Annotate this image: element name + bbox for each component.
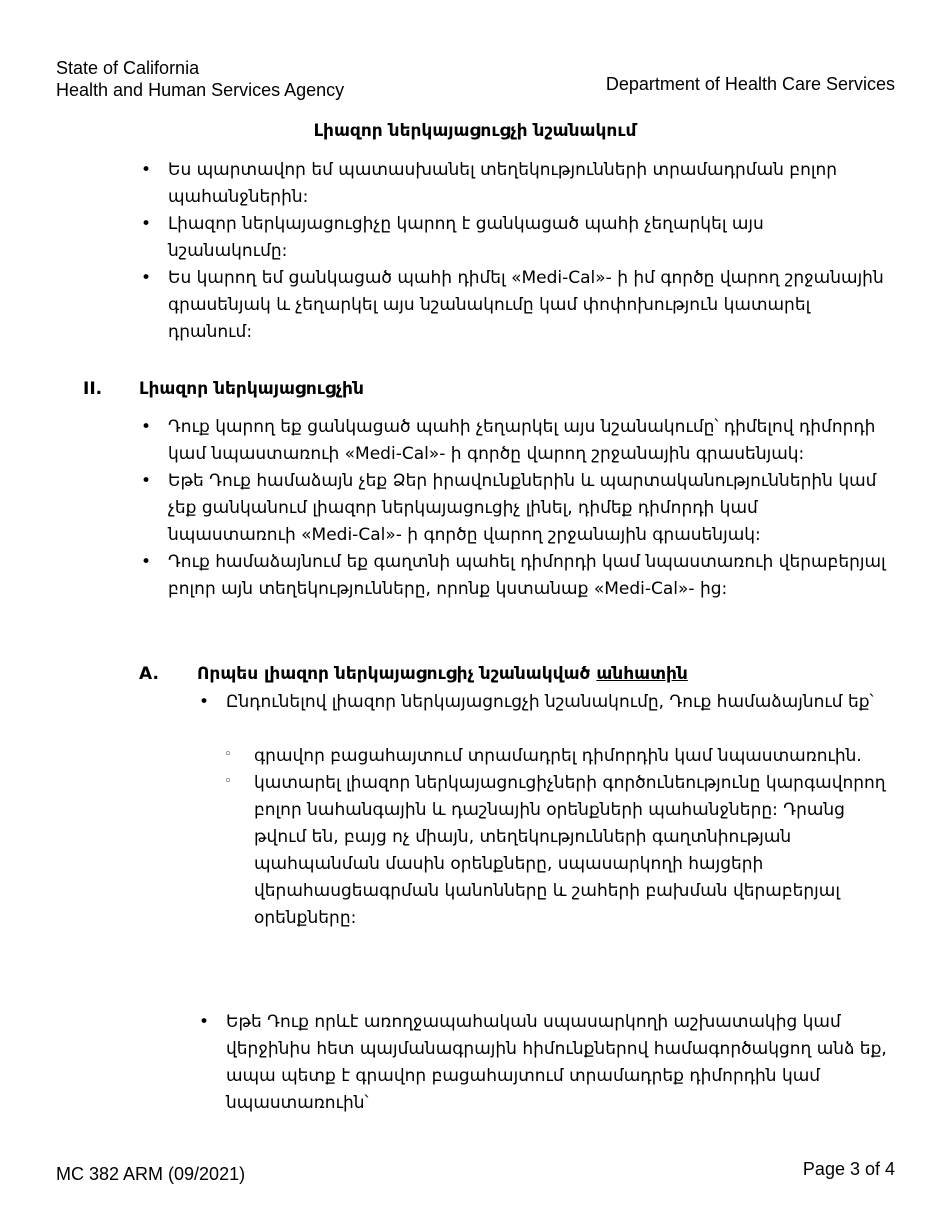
list-item: ◦ կատարել լիազոր ներկայացուցիչների գործունեությունը կարգավորող բոլոր նահանգային և դաշնային օրենքների պահանջները: Դրանց թվում են, բայց ոչ միայն, տեղեկությունների գաղտնիության պահպանման մասին օրենքները, սպասարկողի հայցերի վերահասցեագրման կանոնները և շահերի բախման վերաբերյալ օրենքները: (254, 770, 894, 932)
list-item: • Դուք համաձայնում եք գաղտնի պահել դիմորդի կամ նպաստառուի վերաբերյալ բոլոր այն տեղեկությունները, որոնք կստանաք «Medi-Cal»- ից: (168, 549, 888, 603)
section-heading: Լիազոր ներկայացուցչին (139, 379, 364, 399)
list-item: • Եթե Դուք համաձայն չեք Ձեր իրավունքներին և պարտականություններին կամ չեք ցանկանում լիազոր ներկայացուցիչ լինել, դիմեք դիմորդի կամ նպաստառուի «Medi-Cal»- ի գործը վարող շրջանային գրասենյակ: (168, 468, 888, 549)
page-header-left (56, 57, 344, 101)
list-item: ◦ գրավոր բացահայտում տրամադրել դիմորդին կամ նպաստառուին. (254, 743, 894, 770)
list-item: • Եթե Դուք որևէ առողջապահական սպասարկողի աշխատակից կամ վերջինիս հետ պայմանագրային հիմունքներով համագործակցող անձ եք, ապա պետք է գրավոր բացահայտում տրամադրեք դիմորդին կամ նպաստառուին՝ (226, 1009, 896, 1117)
state-name: State of California (56, 58, 200, 78)
subsection-letter: A. (139, 664, 159, 684)
subsection-heading (197, 661, 688, 687)
section2-bullet-list (168, 414, 888, 603)
subsection-bullet-list-2 (226, 1009, 896, 1117)
department-name: Department of Health Care Services (605, 74, 895, 94)
subsection-heading-underlined: անհատին (596, 664, 688, 684)
list-item: • Ես պարտավոր եմ պատասխանել տեղեկությունների տրամադրման բոլոր պահանջներին: (168, 157, 888, 211)
agency-name: Health and Human Services Agency (56, 80, 345, 100)
form-id: MC 382 ARM (09/2021) (56, 1164, 246, 1184)
list-item: • Ես կարող եմ ցանկացած պահի դիմել «Medi-Cal»- ի իմ գործը վարող շրջանային գրասենյակ և չեղարկել այս նշանակումը կամ փոփոխություն կատարել դրանում: (168, 265, 888, 346)
list-item: • Ընդունելով լիազոր ներկայացուցչի նշանակումը, Դուք համաձայնում եք՝ (226, 689, 896, 716)
list-item: • Դուք կարող եք ցանկացած պահի չեղարկել այս նշանակումը՝ դիմելով դիմորդի կամ նպաստառուի «Medi-Cal»- ի գործը վարող շրջանային գրասենյակ: (168, 414, 888, 468)
subsection-heading-text: Որպես լիազոր ներկայացուցիչ նշանակված (197, 664, 591, 684)
page-title: Լիազոր ներկայացուցչի նշանակում (313, 121, 637, 141)
sub-bullet-list (254, 743, 894, 932)
section-number: II. (83, 379, 103, 399)
page-number: Page 3 of 4 (802, 1159, 895, 1179)
subsection-bullet-list (226, 689, 896, 716)
list-item: • Լիազոր ներկայացուցիչը կարող է ցանկացած պահի չեղարկել այս նշանակումը: (168, 211, 888, 265)
section1-bullet-list (168, 157, 888, 346)
